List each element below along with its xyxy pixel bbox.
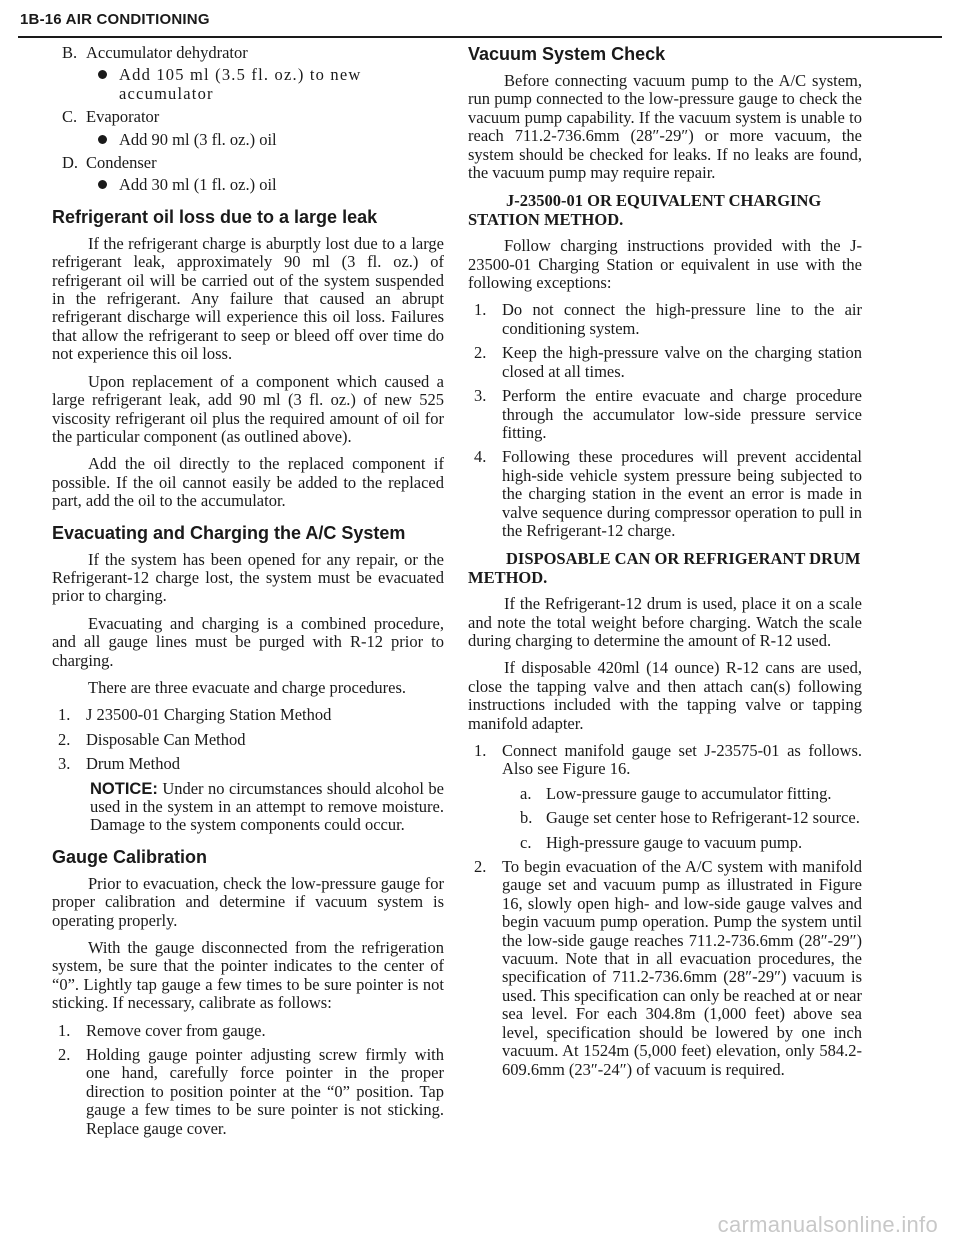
bullet-item [52,66,444,103]
bullet-item [52,176,444,194]
list-item [52,44,444,62]
substep-text: Low-pressure gauge to accumulator fitting. [546,783,832,803]
substep-letter: b. [520,808,533,828]
bullet-text: Add 90 ml (3 fl. oz.) oil [119,129,277,149]
paragraph: Before connecting vacuum pump to the A/C system, run pump connected to the low-pressure gauge to check the vacuum pump capability. If the vacuum system is unable to reach 711.2-736.6mm (28″-29″) or more vacuum, the system should be checked for leaks. If no leaks are found, the vacuum pump may require repair. [468,71,862,183]
step-number: 2. [474,857,487,877]
list-label: Accumulator dehydrator [86,43,248,62]
bullet-text: Add 105 ml (3.5 fl. oz.) to new accumulator [119,65,362,103]
exception-text: Keep the high-pressure valve on the charging station closed at all times. [502,343,862,381]
paragraph: With the gauge disconnected from the refrigeration system, be sure that the pointer indicates to the center of “0”. Lightly tap gauge a few times to be sure pointer is not sticking. If necessary, calibrate as follows: [52,938,444,1013]
heading-refrigerant-oil-loss: Refrigerant oil loss due to a large leak [52,206,378,227]
right-column [468,44,862,1085]
heading-evacuating-charging: Evacuating and Charging the A/C System [52,522,406,543]
list-item [52,108,444,126]
paragraph: There are three evacuate and charge procedures. [88,677,407,697]
exception-number: 3. [474,386,487,406]
list-letter: B. [62,43,78,62]
list-label: Evaporator [86,107,160,127]
paragraph: If disposable 420ml (14 ounce) R-12 cans are used, close the tapping valve and then attach can(s) following instructions included with the tapping valve or tapping manifold adapter. [468,658,862,733]
step-item [468,742,862,779]
exception-item [468,448,862,540]
procedure-text: Disposable Can Method [86,729,246,749]
bullet-icon [98,70,107,79]
step-text: To begin evacuation of the A/C system with manifold gauge set and vacuum pump as illustrated in Figure 16, slowly open high- and low-side gauge valves and begin vacuum pump operation. Pump the system until the low-side gauge reaches 711.2-736.6mm (28″-29″) vacuum. Note that in all evacuation procedures, the specification of 711.2-736.6mm (28″-29″) vacuum is used. This specification can only be reached at or near sea level. For each 304.8m (1,000 feet) above sea level, specification should be lowered by one inch vacuum. At 1524m (5,000 feet) elevation, only 584.2-609.6mm (23″-24″) of vacuum is required. [502,857,862,1079]
paragraph: Add the oil directly to the replaced component if possible. If the oil cannot easily be added to the replaced part, add the oil to the accumulator. [52,454,444,511]
paragraph: If the refrigerant charge is aburptly lost due to a large refrigerant leak, approximately 90 ml (3 fl. oz.) of refrigerant oil will be carried out of the system suspended in the refrigerant. Any failure that caused an abrupt refrigerant discharge will experience this oil loss. Failures that allow the refrigerant to seep or bleed off over time do not experience this oil loss. [52,233,444,364]
procedure-number: 2. [58,729,71,749]
exception-number: 2. [474,343,487,363]
list-label: Condenser [86,153,157,173]
paragraph: Upon replacement of a component which caused a large refrigerant leak, add 90 ml (3 fl. oz.) of new 525 viscosity refrigerant oil plus the required amount of oil for the particular component (as outlined above). [52,371,444,446]
step-number: 1. [58,1020,71,1040]
substep-letter: a. [520,783,532,803]
paragraph: Prior to evacuation, check the low-pressure gauge for proper calibration and determine if vacuum system is operating properly. [52,873,444,930]
bullet-icon [98,180,107,189]
substep-letter: c. [520,832,532,852]
procedure-number: 1. [58,705,71,725]
step-item [52,1022,444,1040]
exception-item [468,344,862,381]
exception-item [468,301,862,338]
notice-block [52,780,444,835]
exception-text: Following these procedures will prevent accidental high-side vehicle system pressure being subjected to the charging station in the event an error is made in valve sequence during compressor operation to pull in the Refrigerant-12 charge. [502,447,862,540]
procedure-item [52,731,444,749]
step-text: Remove cover from gauge. [86,1020,266,1040]
paragraph: Follow charging instructions provided with the J-23500-01 Charging Station or equivalent in use with the following exceptions: [468,236,862,293]
paragraph: If the Refrigerant-12 drum is used, place it on a scale and note the total weight before charging. Watch the scale during charging to determine the amount of R-12 used. [468,594,862,650]
heading-vacuum-system-check: Vacuum System Check [468,44,666,64]
page-header [18,6,942,38]
paragraph: Evacuating and charging is a combined procedure, and all gauge lines must be purged with R-12 prior to charging. [52,613,444,670]
step-item [52,1046,444,1138]
list-letter: D. [62,153,79,173]
substep-item [468,785,862,803]
notice-label: NOTICE: [90,779,158,798]
exception-text: Do not connect the high-pressure line to the air conditioning system. [502,300,862,338]
heading-gauge-calibration: Gauge Calibration [52,846,208,867]
notice-text: Under no circumstances should alcohol be used in the system in an attempt to remove moisture. Damage to the system components could occur. [90,778,444,835]
step-text: Holding gauge pointer adjusting screw firmly with one hand, carefully force pointer in the proper direction to position pointer at the “0” position. Tap gauge a few times to be sure pointer is not sticking. Replace gauge cover. [86,1045,444,1138]
procedure-item [52,755,444,773]
procedure-number: 3. [58,754,71,774]
substep-text: Gauge set center hose to Refrigerant-12 source. [546,808,860,828]
exception-number: 4. [474,447,487,467]
step-item [468,858,862,1079]
substep-item [468,834,862,852]
heading-charging-station-method: J-23500-01 OR EQUIVALENT CHARGING STATION METHOD. [468,191,822,229]
bullet-icon [98,135,107,144]
procedure-text: J 23500-01 Charging Station Method [86,705,332,725]
watermark: carmanualsonline.info [717,1211,938,1237]
heading-disposable-can-method: DISPOSABLE CAN OR REFRIGERANT DRUM METHOD. [468,549,861,587]
step-number: 2. [58,1045,71,1065]
left-column [52,44,444,1144]
step-number: 1. [474,741,487,760]
substep-text: High-pressure gauge to vacuum pump. [546,832,803,852]
exception-text: Perform the entire evacuate and charge procedure through the accumulator low-side pressure service fitting. [502,386,862,442]
list-letter: C. [62,107,78,127]
exception-item [468,387,862,442]
substep-item [468,809,862,827]
exception-number: 1. [474,300,487,320]
step-text: Connect manifold gauge set J-23575-01 as follows. Also see Figure 16. [502,741,862,779]
bullet-text: Add 30 ml (1 fl. oz.) oil [119,175,277,195]
procedure-text: Drum Method [86,754,180,774]
paragraph: If the system has been opened for any repair, or the Refrigerant-12 charge lost, the system must be evacuated prior to charging. [52,549,444,606]
page-header-title: 1B-16 AIR CONDITIONING [20,11,210,28]
list-item [52,154,444,172]
procedure-item [52,706,444,724]
bullet-item [52,131,444,149]
